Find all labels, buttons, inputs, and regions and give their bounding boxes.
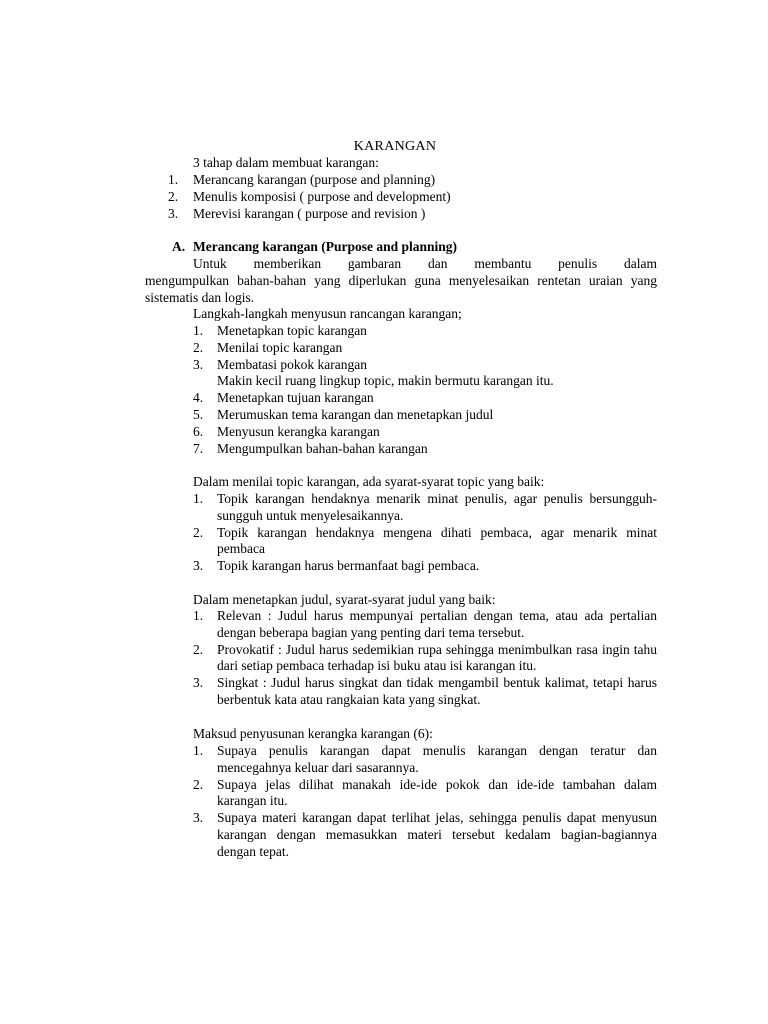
list-item: 2. Topik karangan hendaknya mengena dihati pembaca, agar menarik minat pembaca xyxy=(193,524,657,557)
stages-list xyxy=(168,172,668,222)
section-a-heading: Merancang karangan (Purpose and planning) xyxy=(193,239,458,254)
list-item: 3. Singkat : Judul harus singkat dan tidak mengambil bentuk kalimat, tetapi harus berbentuk kata atau rangkaian kata yang singkat. xyxy=(193,675,657,707)
topic-requirements-list xyxy=(193,491,657,575)
stages-intro: 3 tahap dalam membuat karangan: xyxy=(193,155,379,170)
list-item: 3. Supaya materi karangan dapat terlihat jelas, sehingga penulis dapat menyusun karangan dengan memasukkan materi tersebut kedalam bagian-bagiannya dengan tepat. xyxy=(193,810,657,859)
list-item: 1. Menetapkan topic karangan xyxy=(193,323,367,338)
section-a-paragraph-rest: mengumpulkan bahan-bahan yang diperlukan guna menyelesaikan rentetan uraian yang sistematis dan logis. xyxy=(145,273,657,305)
outline-purpose-intro: Maksud penyusunan kerangka karangan (6): xyxy=(193,726,433,741)
title-requirements-intro: Dalam menetapkan judul, syarat-syarat judul yang baik: xyxy=(193,592,496,607)
list-item: 2. Menulis komposisi ( purpose and development) xyxy=(168,188,451,204)
section-a-letter: A. xyxy=(172,239,186,254)
title-requirements-list xyxy=(193,608,657,709)
list-item: 3. Membatasi pokok karangan Makin kecil ruang lingkup topic, makin bermutu karangan itu. xyxy=(193,356,554,389)
list-item: 1. Supaya penulis karangan dapat menulis karangan dengan teratur dan mencegahnya keluar dari sasarannya. xyxy=(193,743,657,775)
list-item: 7. Mengumpulkan bahan-bahan karangan xyxy=(193,440,428,456)
list-item: 2. Provokatif : Judul harus sedemikian rupa sehingga menimbulkan rasa ingin tahu dari setiap pembaca terhadap isi buku atau isi karangan itu. xyxy=(193,641,657,674)
list-item: 3. Merevisi karangan ( purpose and revision ) xyxy=(168,205,426,221)
list-item: 6. Menyusun kerangka karangan xyxy=(193,423,380,439)
list-item: 1. Merancang karangan (purpose and planning) xyxy=(168,172,436,187)
list-item: 2. Menilai topic karangan xyxy=(193,339,343,355)
list-item: 1. Topik karangan hendaknya menarik minat penulis, agar penulis bersungguh-sungguh untuk menyelesaikannya. xyxy=(193,491,657,523)
steps-intro: Langkah-langkah menyusun rancangan karangan; xyxy=(193,306,462,321)
step-note: Makin kecil ruang lingkup topic, makin bermutu karangan itu. xyxy=(217,373,554,389)
outline-purpose-list xyxy=(193,743,657,861)
list-item: 4. Menetapkan tujuan karangan xyxy=(193,390,374,406)
steps-list xyxy=(193,323,663,457)
topic-requirements-intro: Dalam menilai topic karangan, ada syarat-syarat topic yang baik: xyxy=(193,474,545,489)
list-item: 5. Merumuskan tema karangan dan menetapkan judul xyxy=(193,406,494,422)
list-item: 2. Supaya jelas dilihat manakah ide-ide pokok dan ide-ide tambahan dalam karangan itu. xyxy=(193,776,657,809)
document-title: KARANGAN xyxy=(353,139,437,154)
list-item: 3. Topik karangan harus bermanfaat bagi pembaca. xyxy=(193,558,480,574)
section-a-paragraph-first-line: Untuk memberikan gambaran dan membantu penulis dalam xyxy=(193,256,657,271)
list-item: 1. Relevan : Judul harus mempunyai pertalian dengan tema, atau ada pertalian dengan beberapa bagian yang penting dari tema tersebut. xyxy=(193,608,657,640)
